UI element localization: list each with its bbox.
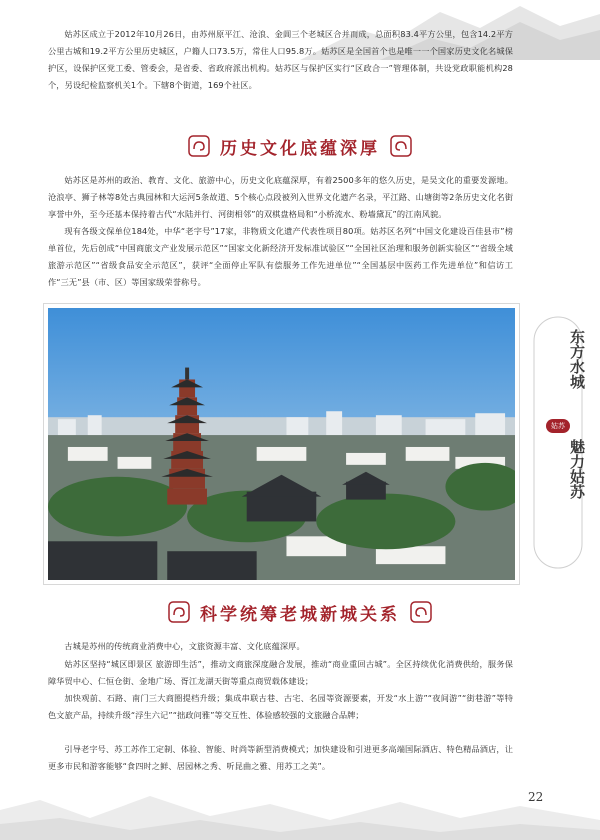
city-photo [43,303,520,585]
city-paragraph-4: 引导老字号、苏工苏作工定制、体验、智能、时尚等新型消费模式；加快建设和引进更多高端国际酒店、特色精品酒店，让更多市民和游客能够“食四时之鲜、居园林之秀、听昆曲之雅、用苏工之美”。 [48,744,513,771]
city-paragraph-1: 古城是苏州的传统商业消费中心，文旅资源丰富、文化底蕴深厚。 [64,641,305,651]
history-paragraph-2: 现有各级文保单位184处，中华“老字号”17家，非物质文化遗产代表性项目80项。姑苏区名列“中国文化建设百佳县市”榜单首位，先后创成“中国商旅文产业发展示范区”“国家文化新经济开发标准试验区”“全国社区治理和服务创新实验区”“省级全域旅游示范区”“省级食品安全示范区”，获评“全面停止军队有偿服务工作先进单位”“全国基层中医药工作先进单位”和信访工作“三无”县（市、区）等国家级荣誉称号。 [48,226,513,287]
cloud-ornament-icon [410,601,432,623]
section-title: 历史文化底蕴深厚 [220,138,380,159]
cloud-ornament-icon [188,135,210,157]
city-paragraph-2: 姑苏区坚持“城区即景区 旅游即生活”，推动文商旅深度融合发展，推动“商业重回古城”。全区持续优化消费供给，服务保障华贸中心、仁恒仓街、金地广场、胥江龙湖天街等重点商贸载体建设； [48,659,513,686]
mountain-decoration-bottom [0,760,600,840]
section-title: 科学统筹老城新城关系 [200,604,400,625]
city-paragraph-3: 加快观前、石路、南门三大商圈提档升级；集成串联古巷、古宅、名园等资源要素，开发“水上游”“夜间游”“街巷游”等特色文旅产品，持续升级“浮生六记”“拙政问雅”等交互性、体验感较强的文旅融合品牌； [48,693,513,720]
side-badge: 姑苏 [546,419,570,433]
section-heading-city [140,597,460,627]
side-title-line-1: 东方水城 [568,329,586,389]
cloud-ornament-icon [390,135,412,157]
section-heading-history [140,131,460,161]
side-title-line-2: 魅力姑苏 [568,439,586,499]
history-paragraph-1: 姑苏区是苏州的政治、教育、文化、旅游中心，历史文化底蕴深厚，有着2500多年的悠久历史，是吴文化的重要发源地。沧浪亭、狮子林等8处古典园林和大运河5条故道、5个核心点段被列入世界文化遗产名录，平江路、山塘街等2条历史文化名街享誉中外，至今还基本保持着古代“水陆并行、河街相邻”的双棋盘格局和“小桥流水、粉墙黛瓦”的江南风貌。 [48,175,513,219]
cloud-ornament-icon [168,601,190,623]
page-number: 22 [528,790,544,804]
side-title-tab [532,315,584,570]
intro-paragraph: 姑苏区成立于2012年10月26日，由苏州原平江、沧浪、金阊三个老城区合并而成，总面积83.4平方公里，包含14.2平方公里古城和19.2平方公里历史城区，户籍人口73.5万，常住人口95.8万。姑苏区是全国首个也是唯一一个国家历史文化名城保护区，设保护区党工委、管委会，是省委、省政府派出机构。姑苏区与保护区实行“区政合一”管理体制，共设党政职能机构28个，另设纪检监察机关1个。下辖8个街道，169个社区。 [48,29,513,90]
